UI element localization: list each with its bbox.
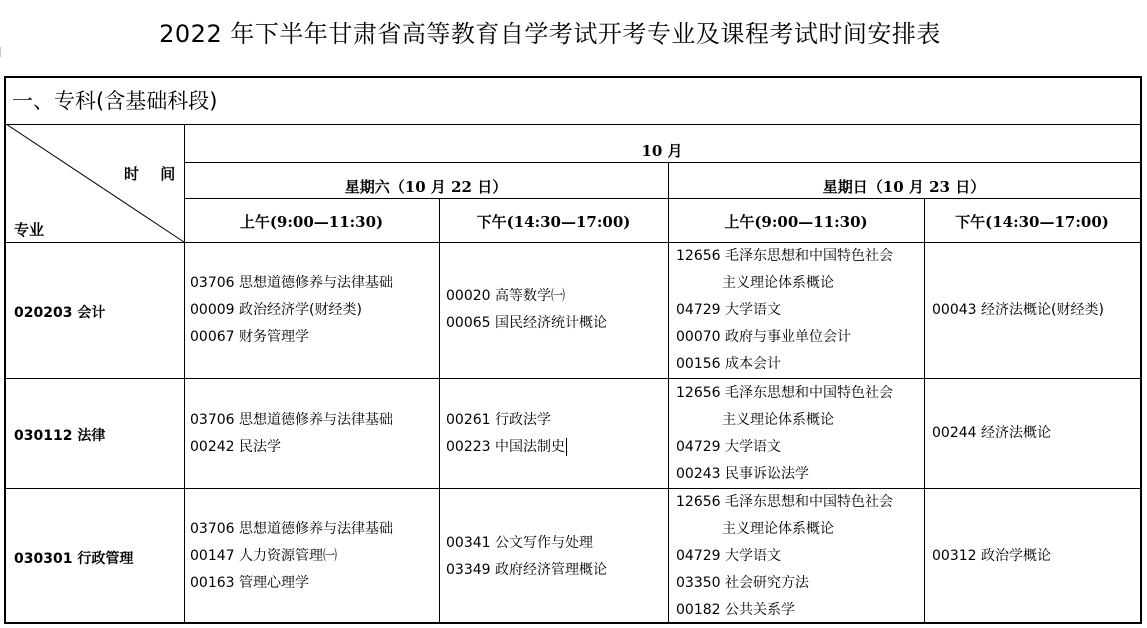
- day-header-sunday: 星期日（10 月 23 日）: [822, 178, 986, 196]
- row3-sun-am-courses: [676, 489, 893, 624]
- session-sun-pm: 下午(14:30—17:00): [955, 213, 1109, 231]
- row1-sun-am-courses: [676, 243, 893, 378]
- course: 00020 高等数学㈠: [446, 288, 565, 304]
- course: 00243 民事诉讼法学: [676, 466, 809, 482]
- rule-month: [184, 162, 1140, 163]
- course: 03706 思想道德修养与法律基础: [190, 521, 393, 537]
- course: 00182 公共关系学: [676, 602, 795, 618]
- course: 00163 管理心理学: [190, 575, 309, 591]
- rule-row-1: [6, 378, 1140, 379]
- course: 00147 人力资源管理㈠: [190, 548, 337, 564]
- course: 04729 大学语文: [676, 439, 781, 455]
- major-public-administration: 030301 行政管理: [14, 551, 134, 567]
- col-divider-sat: [439, 198, 440, 624]
- col-divider-sun: [924, 198, 925, 624]
- page-edge-marker: [0, 47, 4, 57]
- course: 03349 政府经济管理概论: [446, 562, 607, 578]
- course: 00341 公文写作与处理: [446, 535, 593, 551]
- session-sat-pm: 下午(14:30—17:00): [476, 213, 631, 231]
- month-header: 10 月: [641, 142, 683, 160]
- course: 00156 成本会计: [676, 356, 781, 372]
- course-continuation: 主义理论体系概论: [722, 275, 834, 291]
- course: 00223 中国法制史: [446, 439, 565, 455]
- row2-sat-pm-courses: [446, 407, 567, 461]
- course: 00065 国民经济统计概论: [446, 315, 607, 331]
- row3-sat-pm-courses: [446, 530, 607, 584]
- course: 04729 大学语文: [676, 302, 781, 318]
- row1-sat-am-courses: [190, 270, 393, 351]
- session-sat-am: 上午(9:00—11:30): [239, 213, 384, 231]
- course: 00261 行政法学: [446, 412, 551, 428]
- course: 00070 政府与事业单位会计: [676, 329, 851, 345]
- session-sun-am: 上午(9:00—11:30): [724, 213, 868, 231]
- rule-row-2: [6, 488, 1140, 489]
- course: 04729 大学语文: [676, 548, 781, 564]
- row2-sun-pm-courses: [932, 420, 1051, 447]
- corner-time-label: 时 间: [124, 165, 184, 183]
- rule-day: [184, 198, 1140, 199]
- course-continuation: 主义理论体系概论: [722, 521, 834, 537]
- course-continuation: 主义理论体系概论: [722, 412, 834, 428]
- course: 00312 政治学概论: [932, 548, 1051, 564]
- row3-sat-am-courses: [190, 516, 393, 597]
- schedule-table: [4, 76, 1142, 624]
- row1-sun-pm-courses: [932, 297, 1104, 324]
- document-title: 2022 年下半年甘肃省高等教育自学考试开考专业及课程考试时间安排表: [159, 20, 941, 48]
- section-heading: 一、专科(含基础科段): [12, 89, 218, 113]
- row1-sat-pm-courses: [446, 283, 607, 337]
- row2-sat-am-courses: [190, 407, 393, 461]
- text-cursor: [566, 438, 567, 456]
- course: 03350 社会研究方法: [676, 575, 809, 591]
- course: 00009 政治经济学(财经类): [190, 302, 362, 318]
- course: 00067 财务管理学: [190, 329, 309, 345]
- course: 00242 民法学: [190, 439, 281, 455]
- course: 03706 思想道德修养与法律基础: [190, 412, 393, 428]
- course: 12656 毛泽东思想和中国特色社会: [676, 494, 893, 510]
- course: 00043 经济法概论(财经类): [932, 302, 1104, 318]
- course: 12656 毛泽东思想和中国特色社会: [676, 385, 893, 401]
- day-header-saturday: 星期六（10 月 22 日）: [344, 178, 508, 196]
- course: 03706 思想道德修养与法律基础: [190, 275, 393, 291]
- course: 12656 毛泽东思想和中国特色社会: [676, 248, 893, 264]
- row2-sun-am-courses: [676, 380, 893, 488]
- row3-sun-pm-courses: [932, 543, 1051, 570]
- major-accounting: 020203 会计: [14, 305, 106, 321]
- course: 00244 经济法概论: [932, 425, 1051, 441]
- major-law: 030112 法律: [14, 428, 106, 444]
- corner-major-label: 专业: [14, 221, 45, 239]
